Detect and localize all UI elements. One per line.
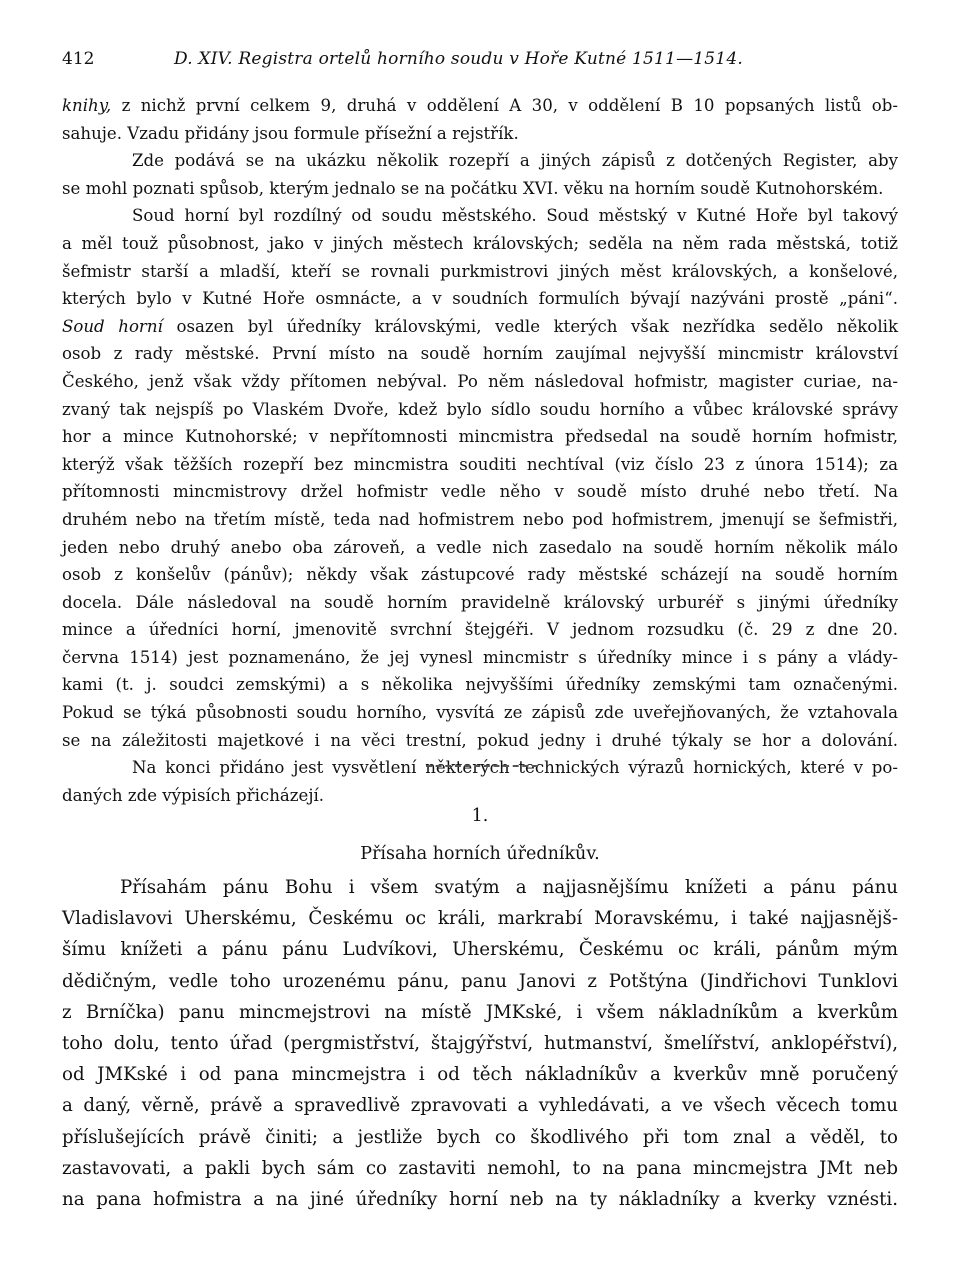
running-head: D. XIV. Registra ortelů horního soudu v Hoře Kutné 1511—1514. — [174, 49, 743, 69]
text-line: toho dolu, tento úřad (pergmistřství, štajgýřství, hutmanství, šmelířství, anklopéřství), — [62, 1032, 898, 1054]
text-line: jeden nebo druhý anebo oba zároveň, a vedle nich zasedalo na soudě horním několik málo — [62, 537, 898, 557]
text-line: kami (t. j. soudci zemskými) a s několika nejvyššími úředníky zemskými tam označenými. — [62, 675, 898, 695]
text-line: se mohl poznati spůsob, kterým jednalo se na počátku XVI. věku na horním soudě Kutnohorském. — [62, 178, 884, 198]
document-number: 1. — [471, 806, 489, 826]
text-line: Přísahám pánu Bohu i všem svatým a najjasnějšímu knížeti a pánu pánu — [120, 877, 898, 898]
text-line: docela. Dále následoval na soudě horním pravidelně královský urburéř s jinými úředníky — [62, 592, 898, 612]
text-line: přítomnosti mincmistrovy držel hofmistr vedle něho v soudě místo druhé nebo třetí. Na — [62, 482, 898, 502]
text-line: se na záležitosti majetkové i na věci trestní, pokud jedny i druhé týkaly se hor a dolování. — [62, 730, 898, 750]
text-line: Vladislavovi Uherskému, Českému oc králi, markrabí Moravskému, i také najjasnějš- — [62, 908, 898, 930]
text-line: Zde podává se na ukázku několik rozepří a jiných zápisů z dotčených Register, aby — [132, 151, 898, 171]
text-line: zvaný tak nejspíš po Vlaském Dvoře, kdež bylo sídlo soudu horního a vůbec královské správy — [62, 399, 898, 419]
text-line: kterýž však těžších rozepří bez mincmistra souditi nechtíval (viz číslo 23 z února 1514); za — [62, 454, 898, 474]
text-line: z Brníčka) panu mincmejstrovi na místě JMKské, i všem nákladníkům a kverkům — [62, 1001, 898, 1023]
italic-lead: knihy, — [62, 96, 112, 115]
text-line: šímu knížeti a pánu pánu Ludvíkovi, Uherskému, Českému oc králi, pánům mým — [62, 939, 898, 961]
text-line: sahuje. Vzadu přidány jsou formule přísežní a rejstřík. — [62, 123, 519, 143]
text-line: od JMKské i od pana mincmejstra i od těch nákladníkův a kverkův mně poručený — [62, 1064, 898, 1086]
text-line: Na konci přidáno jest vysvětlení některých technických výrazů hornických, které v po- — [132, 758, 898, 778]
document-title: Přísaha horních úředníkův. — [360, 844, 600, 864]
text-line: Soud horní osazen byl úředníky královskými, vedle kterých však nezřídka sedělo několik — [62, 316, 898, 336]
text-line: Soud horní byl rozdílný od soudu městského. Soud městský v Kutné Hoře byl takový — [132, 206, 898, 226]
text-line: zastavovati, a pakli bych sám co zastaviti nemohl, to na pana mincmejstra JMt neb — [62, 1157, 898, 1179]
text-line: knihy, z nichž první celkem 9, druhá v oddělení A 30, v oddělení B 10 popsaných listů ob- — [62, 96, 898, 115]
text-line: daných zde výpisích přicházejí. — [62, 785, 325, 805]
text-line: na pana hofmistra a na jiné úředníky horní neb na ty nákladníky a kverky vznésti. — [62, 1188, 898, 1210]
text-line: osob z konšelův (pánův); někdy však zástupcové rady městské scházejí na soudě horním — [62, 565, 898, 585]
text-line: hor a mince Kutnohorské; v nepřítomnosti mincmistra předsedal na soudě horním hofmistr, — [62, 427, 898, 447]
text-line: příslušejících právě činiti; a jestliže bych co škodlivého při tom znal a věděl, to — [62, 1126, 898, 1148]
page-number: 412 — [62, 49, 95, 69]
text-line: a daný, věrně, právě a spravedlivě zpravovati a vyhledávati, a ve všech věcech tomu — [62, 1095, 898, 1117]
text-line: druhém nebo na třetím místě, teda nad hofmistrem nebo pod hofmistrem, jmenují se šefmistři, — [62, 509, 898, 529]
italic-lead: Soud horní — [62, 316, 163, 336]
text-line: a měl touž působnost, jako v jiných městech královských; seděla na něm rada městská, totiž — [62, 233, 898, 253]
text-line: června 1514) jest poznamenáno, že jej vynesl mincmistr s úředníky mince i s pány a vlády- — [62, 647, 898, 667]
text-line: mince a úředníci horní, jmenovitě svrchní štejgéři. V jednom rozsudku (č. 29 z dne 20. — [62, 620, 898, 640]
text-line: šefmistr starší a mladší, kteří se rovnali purkmistrovi jiných měst královských, a konšelové, — [62, 261, 898, 281]
introduction-text — [62, 92, 898, 809]
oath-text — [62, 872, 898, 1215]
text-line: kterých bylo v Kutné Hoře osmnácte, a v soudních formulích bývají nazýváni prostě „páni“. — [62, 289, 898, 309]
text-line: Českého, jenž však vždy přítomen nebýval. Po něm následoval hofmistr, magister curiae, na- — [62, 371, 898, 391]
text-line: Pokud se týká působnosti soudu horního, vysvítá ze zápisů zde uveřejňovaných, že vztahovala — [62, 703, 898, 723]
page-header — [62, 46, 902, 72]
text-line: dědičným, vedle toho urozenému pánu, panu Janovi z Potštýna (Jindřichovi Tunklovi — [62, 970, 898, 992]
section-separator — [426, 765, 538, 767]
text-line: osob z rady městské. První místo na soudě horním zaujímal nejvyšší mincmistr království — [62, 344, 898, 364]
